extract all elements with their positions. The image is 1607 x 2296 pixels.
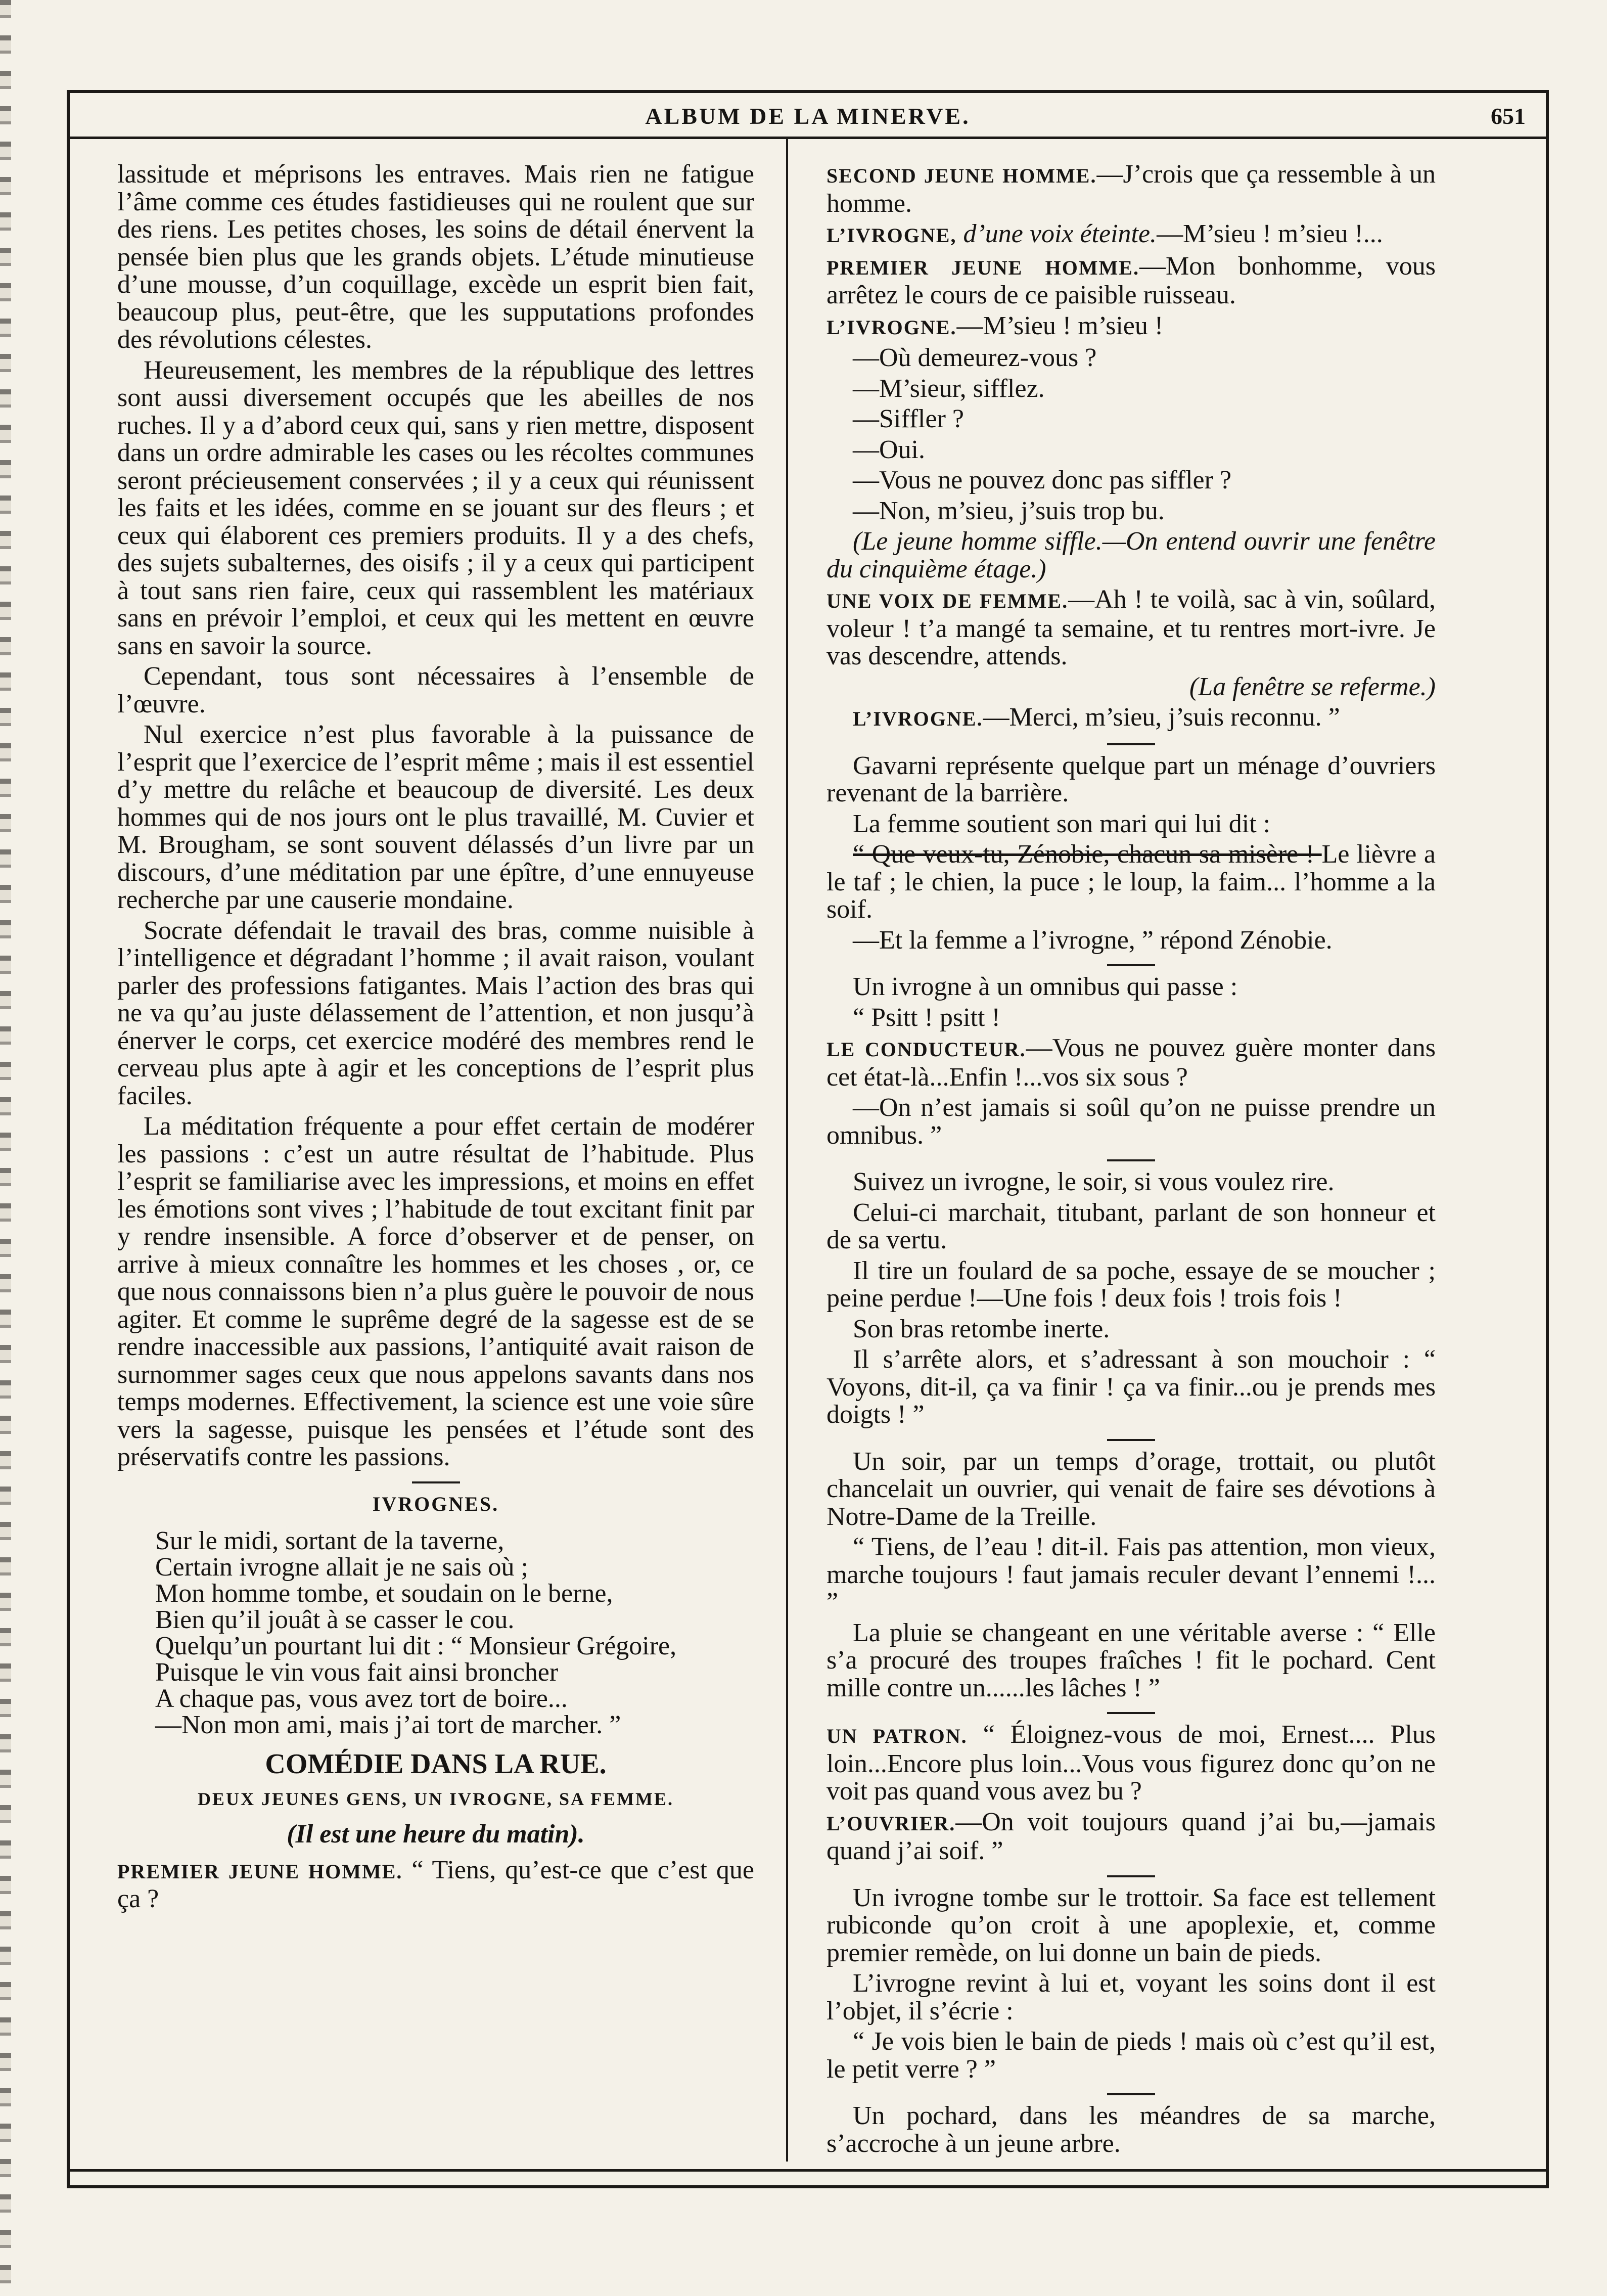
paragraph: Un ivrogne tombe sur le trottoir. Sa face est tellement rubiconde qu’on croit à une apoplexie, et, comme premier remède, on lui donne un bain de pieds. xyxy=(827,1883,1436,1967)
speaker: L’IVROGNE. xyxy=(827,316,957,339)
speaker: SECOND JEUNE HOMME. xyxy=(827,164,1097,187)
paragraph: Heureusement, les membres de la république des lettres sont aussi diversement occupés que les abeilles de nos ruches. Il y a d’abord ceux qui, sans y rien mettre, disposent dans un ordre admirable les cases ou les récoltes communes seront précieusement conservées ; il y a ceux qui réunissent les faits et les idées, comme en se jouant sur des fleurs ; et ceux qui élaborent ces premiers produits. Il y a des chefs, des sujets subalternes, des oisifs ; il y a ceux qui participent à tout sans rien faire, ceux qui rassemblent les matériaux sans en prévoir l’emploi, et ceux qui les mettent en œuvre sans en savoir la source. xyxy=(117,355,754,660)
paragraph: “ Tiens, de l’eau ! dit-il. Fais pas attention, mon vieux, marche toujours ! faut jamais reculer devant l’ennemi !... ” xyxy=(827,1533,1436,1616)
dialogue-text: —Vous ne pouvez guère monter dans cet état-là...Enfin !...vos six sous ? xyxy=(827,1033,1436,1092)
dialogue-text: —On voit toujours quand j’ai bu,—jamais quand j’ai soif. ” xyxy=(827,1807,1436,1865)
paragraph: La pluie se changeant en une véritable averse : “ Elle s’a procuré des troupes fraîches ! fit le pochard. Cent mille contre un......les lâches ! ” xyxy=(827,1618,1436,1702)
paragraph: Suivez un ivrogne, le soir, si vous voulez rire. xyxy=(853,1167,1335,1196)
quote-paragraph xyxy=(827,841,1436,924)
play-time: (Il est une heure du matin). xyxy=(287,1820,585,1849)
speaker: UNE VOIX DE FEMME. xyxy=(827,590,1069,612)
speaker: LE CONDUCTEUR. xyxy=(827,1038,1026,1061)
paragraph: Il tire un foulard de sa poche, essaye de se moucher ; peine perdue !—Une fois ! deux fois ! trois fois ! xyxy=(827,1256,1436,1313)
dialogue-line xyxy=(827,704,1436,733)
section-rule xyxy=(1107,1875,1155,1877)
column-divider xyxy=(786,139,788,2162)
dialogue-text: —J’crois que ça ressemble à un homme. xyxy=(827,160,1436,218)
dialogue-line xyxy=(827,1721,1436,1806)
section-rule xyxy=(1107,1439,1155,1441)
play-title: COMÉDIE DANS LA RUE. xyxy=(265,1748,607,1780)
dialogue-line xyxy=(827,161,1436,217)
paragraph: Un soir, par un temps d’orage, trottait, ou plutôt chancelait un ouvrier, qui venait de faire ses dévotions à Notre-Dame de la Treille. xyxy=(827,1447,1436,1531)
paragraph: —On n’est jamais si soûl qu’on ne puisse prendre un omnibus. ” xyxy=(827,1093,1436,1150)
paragraph: “ Je vois bien le bain de pieds ! mais où c’est qu’il est, le petit verre ? ” xyxy=(827,2027,1436,2084)
poem-line: —Non mon ami, mais j’ai tort de marcher. ” xyxy=(155,1710,621,1739)
dialogue-line: —Où demeurez-vous ? xyxy=(853,343,1097,372)
right-column xyxy=(827,161,1436,2160)
bottom-border xyxy=(67,2169,1549,2172)
dialogue-line: —M’sieur, sifflez. xyxy=(853,374,1045,403)
speaker: L’IVROGNE. xyxy=(853,707,983,730)
dialogue-line xyxy=(827,312,1436,342)
poem-line: Puisque le vin vous fait ainsi broncher xyxy=(155,1658,559,1687)
dialogue-line xyxy=(827,220,1436,250)
section-rule xyxy=(1107,2093,1155,2095)
dialogue-line xyxy=(827,253,1436,309)
scan-left-edge xyxy=(0,0,11,2296)
paragraph: Celui-ci marchait, titubant, parlant de son honneur et de sa vertu. xyxy=(827,1198,1436,1254)
poem xyxy=(155,1528,754,1738)
paragraph: Un pochard, dans les méandres de sa marche, s’accroche à un jeune arbre. xyxy=(827,2101,1436,2158)
poem-line: Certain ivrogne allait je ne sais où ; xyxy=(155,1553,528,1582)
dialogue-text: “ Éloignez-vous de moi, Ernest.... Plus loin...Encore plus loin...Vous vous figurez donc qu’on ne voit pas quand vous avez bu ? xyxy=(827,1720,1436,1806)
dialogue-line xyxy=(827,586,1436,670)
page-header xyxy=(70,99,1546,139)
speaker: UN PATRON. xyxy=(827,1725,968,1747)
poem-line: Sur le midi, sortant de la taverne, xyxy=(155,1526,504,1555)
paragraph: “ Psitt ! psitt ! xyxy=(853,1003,1000,1032)
dialogue-line: —Non, m’sieu, j’suis trop bu. xyxy=(853,496,1165,525)
poem-title: IVROGNES. xyxy=(372,1492,499,1515)
dialogue-text: —Mon bonhomme, vous arrêtez le cours de ce paisible ruisseau. xyxy=(827,251,1436,309)
dialogue-line xyxy=(827,1034,1436,1091)
dialogue-line: —Siffler ? xyxy=(853,404,964,433)
paragraph: La méditation fréquente a pour effet certain de modérer les passions : c’est un autre résultat de l’habitude. Plus l’esprit se familiarise avec les impressions, et moins en effet les émotions sont vives ; l’habitude de tout excitant finit par y rendre insensible. A force d’observer et de penser, on arrive à mieux connaître les hommes et les choses , or, ce que nous connaissons bien n’a plus guère le pouvoir de nous agiter. Et comme le suprême degré de la sagesse est de se rendre inaccessible aux passions, l’antiquité avait raison de surnommer sages ceux que nous appelons savants dans nos temps modernes. Effectivement, la science est une voie sûre vers la sagesse, puisque les pensées et l’étude sont des préservatifs contre les passions. xyxy=(117,1112,754,1471)
stage-direction-text: (Le jeune homme siffle.—On entend ouvrir une fenêtre du cinquième étage.) xyxy=(827,527,1436,583)
poem-line: Quelqu’un pourtant lui dit : “ Monsieur Grégoire, xyxy=(155,1632,677,1660)
section-rule xyxy=(1107,1712,1155,1714)
paragraph: L’ivrogne revint à lui et, voyant les soins dont il est l’objet, il s’écrie : xyxy=(827,1969,1436,2025)
dialogue-text: “ Tiens, qu’est-ce que c’est que ça ? xyxy=(117,1855,755,1913)
poem-line: Bien qu’il jouât à se casser le cou. xyxy=(155,1605,515,1634)
speaker: L’IVROGNE, xyxy=(827,224,957,247)
stage-direction-text: (La fenêtre se referme.) xyxy=(1189,672,1436,701)
dialogue-line: —Vous ne pouvez donc pas siffler ? xyxy=(853,466,1232,494)
stage-direction: d’une voix éteinte. xyxy=(963,219,1157,248)
dialogue-text: —M’sieu ! m’sieu !... xyxy=(1157,219,1383,248)
paragraph: Nul exercice n’est plus favorable à la puissance de l’esprit que l’exercice de l’esprit même ; mais il est essentiel d’y mettre du relâche et beaucoup de diversité. Les deux hommes qui de nos jours ont le plus travaillé, M. Cuvier et M. Brougham, se sont souvent délassés d’un livre par un discours, d’une méditation par une épître, d’une ennuyeuse recherche par une causerie mondaine. xyxy=(117,720,754,914)
section-rule xyxy=(1107,1159,1155,1161)
stage-direction xyxy=(827,673,1436,701)
paragraph: Gavarni représente quelque part un ménage d’ouvriers revenant de la barrière. xyxy=(827,751,1436,807)
paragraph: Un ivrogne à un omnibus qui passe : xyxy=(853,972,1238,1001)
paragraph: Cependant, tous sont nécessaires à l’ensemble de l’œuvre. xyxy=(117,662,754,718)
section-rule xyxy=(1107,743,1155,745)
paragraph: Son bras retombe inerte. xyxy=(853,1314,1110,1343)
struck-text: “ Que veux-tu, Zénobie, chacun sa misère ! xyxy=(853,840,1322,869)
dialogue-line xyxy=(117,1857,754,1913)
play-cast: DEUX JEUNES GENS, UN IVROGNE, SA FEMME. xyxy=(197,1788,674,1809)
section-rule xyxy=(412,1481,460,1483)
paragraph: La femme soutient son mari qui lui dit : xyxy=(853,809,1271,838)
dialogue-line: —Oui. xyxy=(853,435,925,464)
stage-direction xyxy=(827,528,1436,583)
page-number: 651 xyxy=(1491,103,1526,129)
dialogue-text: —M’sieu ! m’sieu ! xyxy=(956,311,1164,340)
dialogue-text: —Merci, m’sieu, j’suis reconnu. ” xyxy=(983,703,1340,732)
paragraph: —Et la femme a l’ivrogne, ” répond Zénobie. xyxy=(853,925,1333,955)
speaker: PREMIER JEUNE HOMME. xyxy=(117,1860,403,1883)
section-rule xyxy=(1107,964,1155,966)
poem-line: Mon homme tombe, et soudain on le berne, xyxy=(155,1579,613,1608)
paragraph: Il s’arrête alors, et s’adressant à son mouchoir : “ Voyons, dit-il, ça va finir ! ça va finir...ou je prends mes doigts ! ” xyxy=(827,1345,1436,1429)
dialogue-text: —Ah ! te voilà, sac à vin, soûlard, voleur ! t’a mangé ta semaine, et tu rentres mort-ivre. Je vas descendre, attends. xyxy=(827,585,1436,670)
dialogue-line xyxy=(827,1809,1436,1865)
running-title: ALBUM DE LA MINERVE. xyxy=(645,103,971,129)
quote-text: Le lièvre a le taf ; le chien, la puce ; le loup, la faim... l’homme a la soif. xyxy=(827,840,1436,924)
paragraph: lassitude et méprisons les entraves. Mais rien ne fatigue l’âme comme ces études fastidieuses qui ne roulent que sur des riens. Les petites choses, les soins de détail énervent la pensée bien plus que les grands objets. L’étude minutieuse d’une mousse, d’un coquillage, excède un esprit bien fait, beaucoup plus, peut-être, que les supputations profondes des révolutions célestes. xyxy=(117,160,754,354)
poem-line: A chaque pas, vous avez tort de boire... xyxy=(155,1684,568,1713)
paragraph: Socrate défendait le travail des bras, comme nuisible à l’intelligence et dégradant l’homme ; il avait raison, voulant parler des professions fatigantes. Mais l’action des bras qui ne va qu’au juste délassement de l’attention, et non jusqu’à énerver le corps, cet exercice modéré des membres rend le cerveau plus apte à agir et les conceptions de l’esprit plus faciles. xyxy=(117,916,754,1110)
left-column xyxy=(117,161,754,1916)
speaker: L’OUVRIER. xyxy=(827,1812,956,1835)
speaker: PREMIER JEUNE HOMME. xyxy=(827,256,1139,279)
